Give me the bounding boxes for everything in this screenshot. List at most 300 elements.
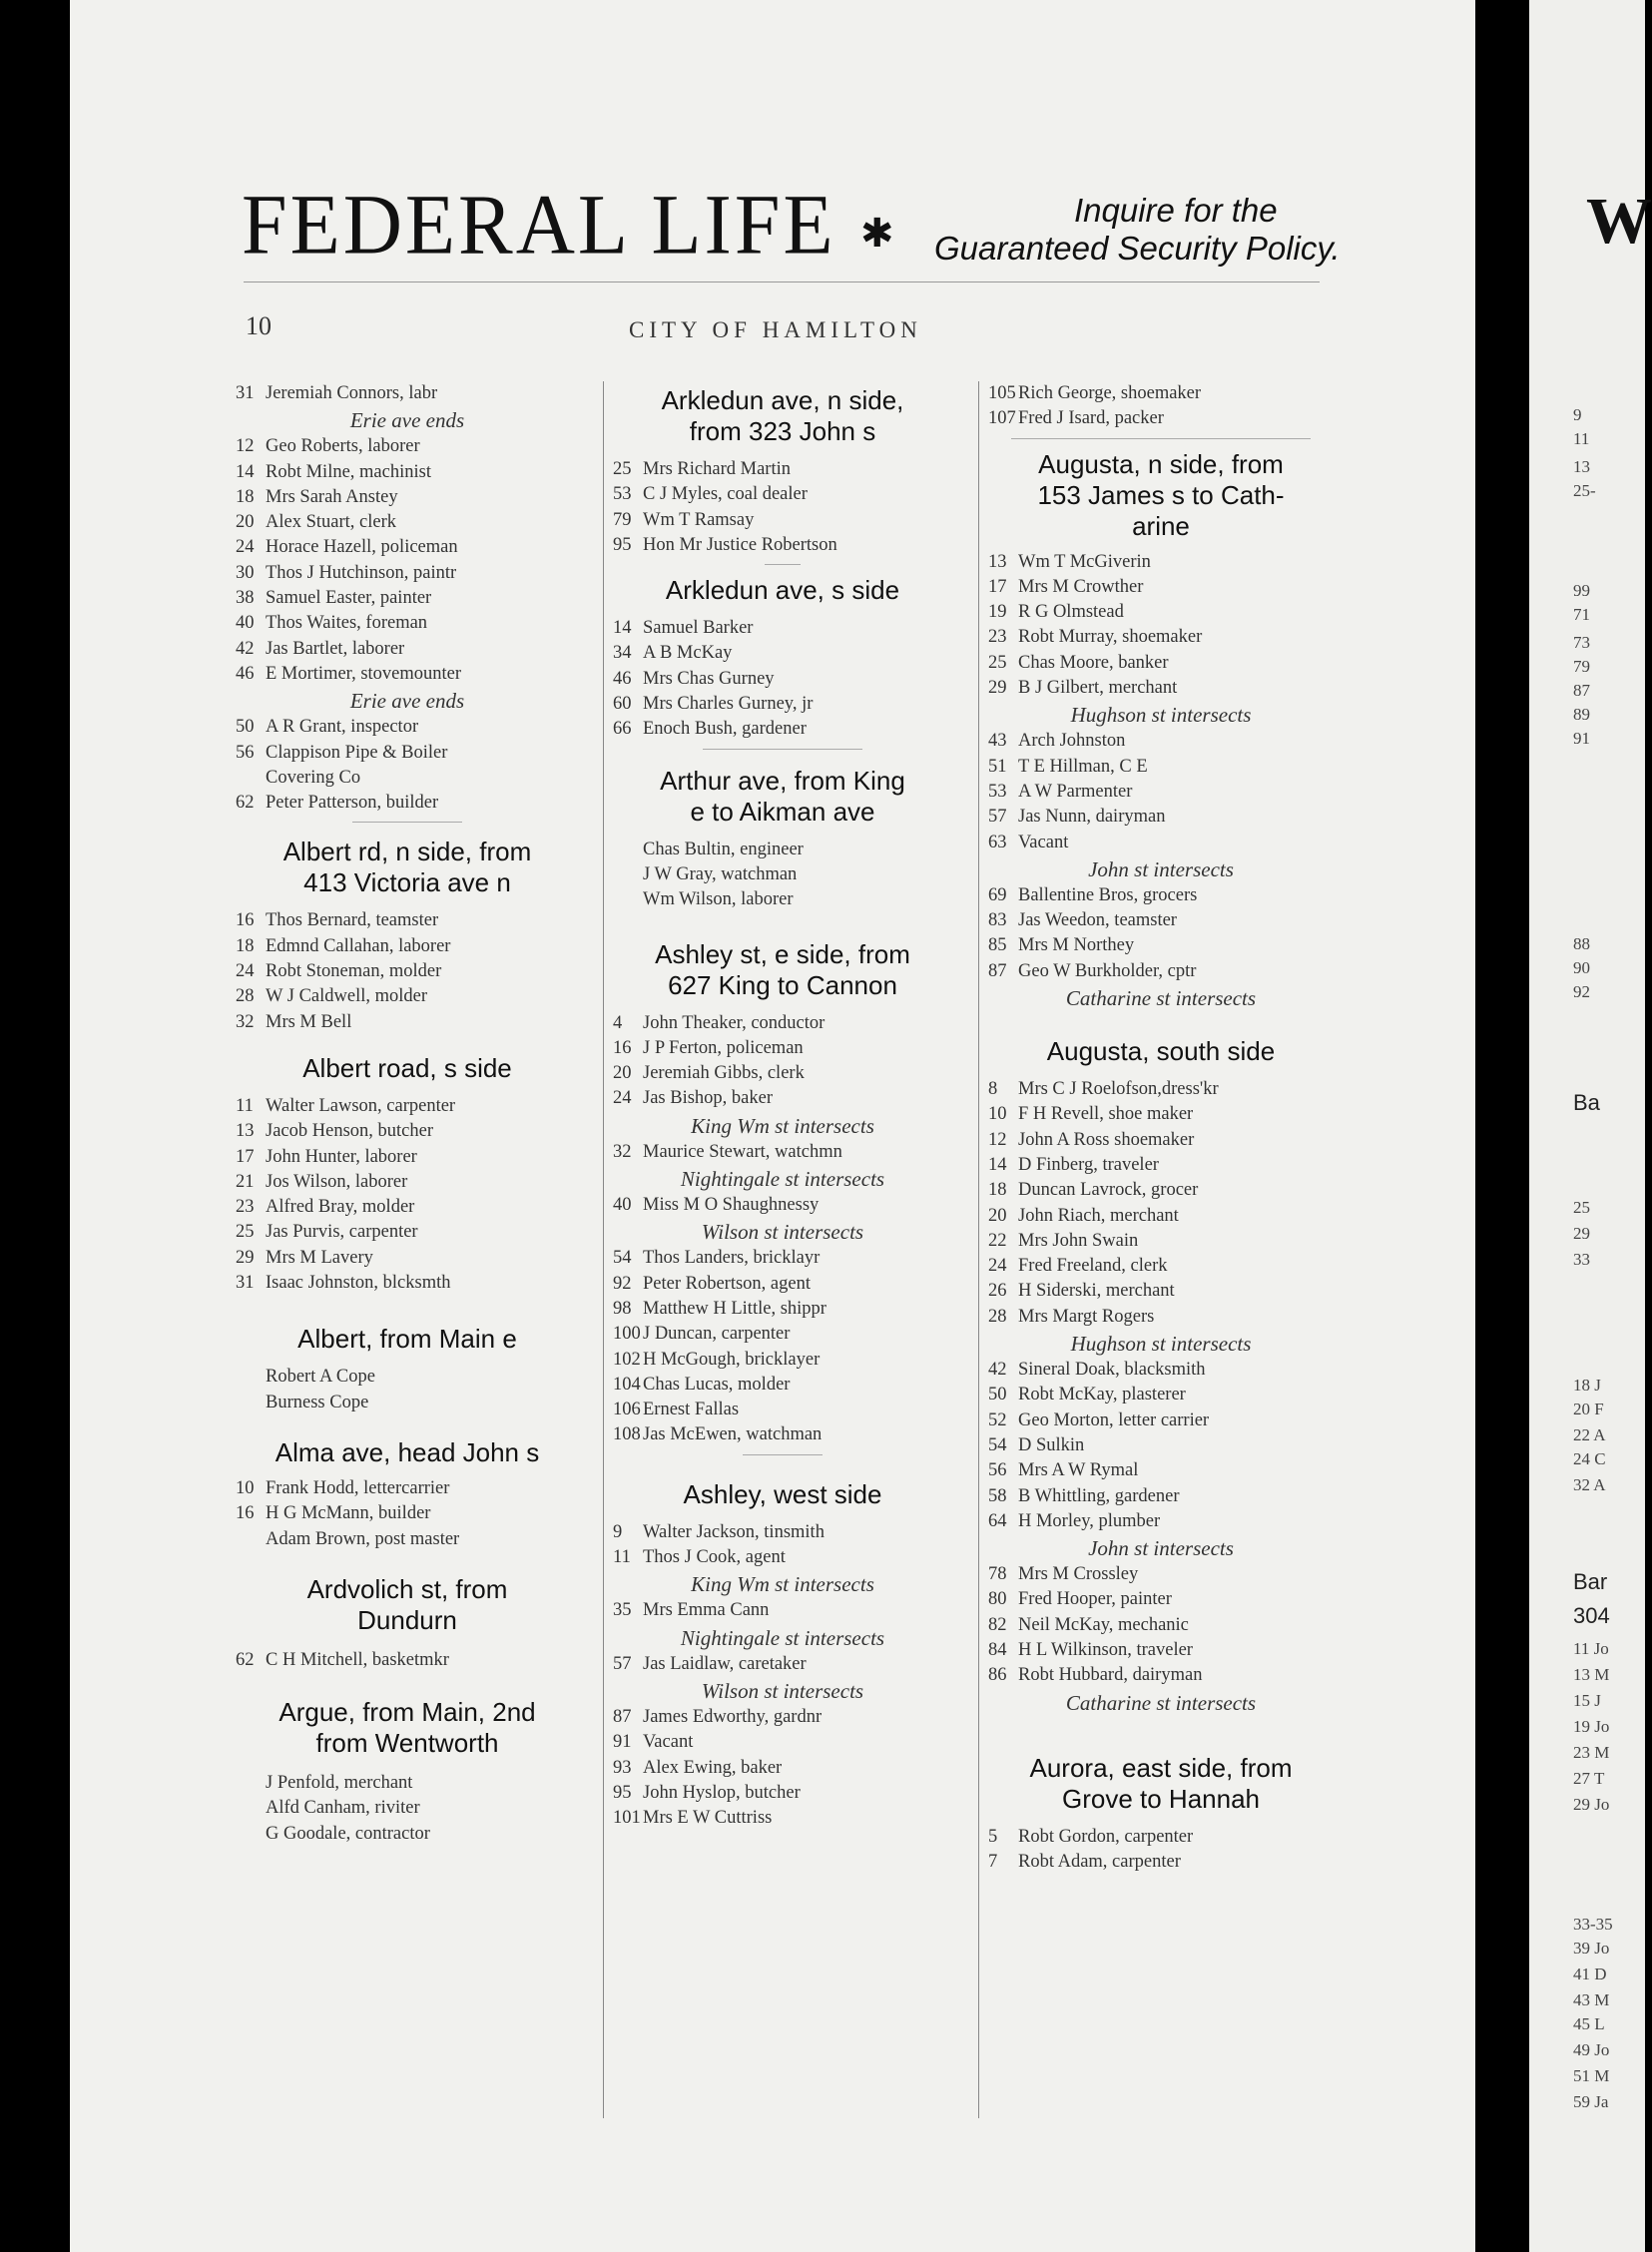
resident-entry: J Duncan, carpenter	[643, 1324, 791, 1345]
house-number: 86	[988, 1665, 1007, 1686]
house-number: 26	[988, 1281, 1007, 1302]
resident-entry: John Hunter, laborer	[266, 1146, 417, 1167]
resident-entry: Robt Murray, shoemaker	[1018, 627, 1203, 648]
list-item	[988, 729, 1334, 754]
house-number: 11	[613, 1547, 631, 1568]
street-heading: Dundurn	[357, 1604, 457, 1635]
street-heading: Augusta, n side, from	[1038, 448, 1284, 479]
street-heading: 627 King to Cannon	[668, 969, 897, 1000]
adjacent-page-fragment: 9	[1573, 405, 1582, 424]
street-heading: arine	[1132, 510, 1190, 541]
street-heading: Arkledun ave, n side,	[661, 385, 904, 415]
resident-entry: John Hyslop, butcher	[643, 1782, 801, 1803]
house-number: 83	[988, 910, 1007, 931]
resident-entry: Robt Hubbard, dairyman	[1018, 1665, 1203, 1686]
list-item	[613, 1061, 952, 1086]
resident-entry: H G McMann, builder	[266, 1503, 431, 1524]
list-item	[988, 1254, 1334, 1279]
list-item	[236, 381, 579, 406]
house-number: 23	[236, 1197, 255, 1218]
house-number: 24	[988, 1256, 1007, 1277]
house-number: 24	[236, 961, 255, 982]
list-item	[236, 611, 579, 636]
adjacent-page-fragment: 87	[1573, 681, 1590, 700]
resident-entry: Robert A Cope	[266, 1367, 375, 1388]
resident-entry: Thos Landers, bricklayr	[643, 1248, 821, 1269]
resident-entry: Neil McKay, mechanic	[1018, 1614, 1189, 1635]
resident-entry: Mrs John Swain	[1018, 1230, 1139, 1251]
street-heading: Augusta, south side	[1046, 1036, 1276, 1067]
street-intersection: Catharine st intersects	[1065, 1690, 1257, 1715]
house-number: 16	[613, 1037, 632, 1058]
house-number: 40	[613, 1195, 632, 1216]
resident-entry: Mrs Emma Cann	[643, 1600, 770, 1621]
house-number: 56	[236, 742, 255, 763]
list-item	[236, 637, 579, 662]
house-number: 52	[988, 1409, 1007, 1430]
list-item	[236, 1119, 579, 1144]
list-item	[236, 561, 579, 586]
house-number: 29	[988, 678, 1007, 699]
house-number: 58	[988, 1485, 1007, 1506]
adjacent-page-fragment: 79	[1573, 657, 1590, 676]
house-number: 22	[988, 1230, 1007, 1251]
resident-entry: Ballentine Bros, grocers	[1018, 884, 1198, 905]
list-item	[236, 1771, 579, 1796]
resident-entry: Horace Hazell, policeman	[266, 537, 458, 558]
house-number: 64	[988, 1510, 1007, 1531]
adjacent-page-fragment: 11 Jo	[1573, 1639, 1609, 1658]
resident-entry: Thos Waites, foreman	[266, 613, 428, 634]
house-number: 25	[236, 1222, 255, 1243]
running-head: CITY OF HAMILTON	[629, 317, 922, 342]
list-item	[236, 766, 579, 791]
resident-entry: A W Parmenter	[1018, 781, 1133, 802]
resident-entry: Thos Bernard, teamster	[266, 910, 439, 931]
list-item	[613, 457, 952, 482]
house-number: 62	[236, 1649, 255, 1670]
list-item	[988, 1638, 1334, 1663]
house-number: 50	[988, 1385, 1007, 1406]
street-heading: Alma ave, head John s	[275, 1436, 540, 1467]
house-number: 69	[988, 884, 1007, 905]
resident-entry: Robt Milne, machinist	[266, 461, 431, 482]
list-item	[988, 1279, 1334, 1304]
adjacent-page-fragment: 92	[1573, 982, 1590, 1001]
resident-entry: Jas Bishop, baker	[643, 1088, 773, 1109]
list-item	[236, 1220, 579, 1245]
resident-entry: Ernest Fallas	[643, 1400, 740, 1420]
list-item	[988, 1825, 1334, 1850]
street-heading: from Wentworth	[315, 1728, 499, 1759]
house-number: 56	[988, 1460, 1007, 1481]
list-item	[988, 780, 1334, 805]
house-number: 20	[988, 1205, 1007, 1226]
list-item	[613, 1086, 952, 1111]
list-item	[613, 1520, 952, 1545]
house-number: 42	[236, 638, 255, 659]
list-item	[236, 1094, 579, 1119]
list-item	[988, 575, 1334, 600]
list-item	[613, 1545, 952, 1570]
house-number: 24	[236, 537, 255, 558]
resident-entry: Enoch Bush, gardener	[643, 719, 807, 740]
list-item	[236, 460, 579, 485]
resident-entry: J Penfold, merchant	[266, 1773, 413, 1794]
house-number: 84	[988, 1639, 1007, 1660]
list-item	[613, 838, 952, 862]
adjacent-page-fragment: 22 A	[1573, 1425, 1606, 1444]
resident-entry: Jas Nunn, dairyman	[1018, 807, 1166, 828]
resident-entry: B Whittling, gardener	[1018, 1485, 1180, 1506]
list-item	[613, 717, 952, 742]
adjacent-page-fragment: 18 J	[1573, 1376, 1601, 1395]
resident-entry: G Goodale, contractor	[266, 1823, 430, 1844]
resident-entry: Adam Brown, post master	[266, 1528, 460, 1549]
street-intersection: Hughson st intersects	[1070, 703, 1252, 728]
resident-entry: Wm T Ramsay	[643, 509, 755, 530]
resident-entry: Jos Wilson, laborer	[266, 1171, 408, 1192]
brand-title: FEDERAL LIFE	[242, 176, 836, 273]
adjacent-page-fragment: Ba	[1573, 1090, 1600, 1115]
resident-entry: Robt McKay, plasterer	[1018, 1385, 1186, 1406]
adjacent-page-fragment: 71	[1573, 605, 1590, 624]
resident-entry: Alex Stuart, clerk	[266, 512, 396, 533]
house-number: 12	[236, 436, 255, 457]
list-item	[613, 1398, 952, 1422]
list-item	[988, 1484, 1334, 1509]
tagline-line-1: Inquire for the	[1074, 192, 1278, 229]
list-item	[236, 1246, 579, 1271]
list-item	[236, 434, 579, 459]
house-number: 17	[236, 1146, 255, 1167]
house-number: 32	[613, 1141, 632, 1162]
house-number: 100	[613, 1324, 641, 1345]
house-number: 14	[613, 618, 632, 639]
house-number: 53	[988, 781, 1007, 802]
adjacent-page-fragment: 13	[1573, 457, 1590, 476]
adjacent-page-fragment: 41 D	[1573, 1965, 1607, 1983]
list-item	[236, 1170, 579, 1195]
asterisk-icon: ✱	[860, 211, 894, 256]
list-item	[988, 1408, 1334, 1433]
house-number: 5	[988, 1826, 998, 1847]
house-number: 63	[988, 832, 1007, 852]
street-intersection: Erie ave ends	[349, 689, 465, 714]
street-heading: Albert rd, n side, from	[282, 837, 532, 867]
resident-entry: Robt Adam, carpenter	[1018, 1851, 1181, 1872]
resident-entry: Samuel Easter, painter	[266, 588, 432, 609]
house-number: 42	[988, 1360, 1007, 1381]
house-number: 79	[613, 509, 632, 530]
adjacent-page-fragment: 73	[1573, 633, 1590, 652]
resident-entry: Mrs E W Cuttriss	[643, 1808, 773, 1829]
list-item	[613, 1011, 952, 1036]
street-heading: Ashley, west side	[683, 1478, 882, 1509]
house-number: 106	[613, 1400, 641, 1420]
resident-entry: Jeremiah Gibbs, clerk	[643, 1063, 805, 1084]
tagline-line-2: Guaranteed Security Policy.	[934, 230, 1341, 267]
list-item	[236, 1145, 579, 1170]
resident-entry: D Sulkin	[1018, 1434, 1085, 1455]
list-item	[236, 1271, 579, 1296]
resident-entry: Mrs M Crossley	[1018, 1564, 1139, 1585]
house-number: 57	[988, 807, 1007, 828]
resident-entry: Jas Weedon, teamster	[1018, 910, 1177, 931]
house-number: 23	[988, 627, 1007, 648]
resident-entry: H McGough, bricklayer	[643, 1349, 821, 1370]
list-item	[236, 1501, 579, 1526]
resident-entry: Covering Co	[266, 767, 361, 788]
resident-entry: Thos J Cook, agent	[643, 1547, 786, 1568]
list-item	[236, 1010, 579, 1035]
list-item	[613, 482, 952, 507]
resident-entry: Jas Purvis, carpenter	[266, 1222, 418, 1243]
list-item	[988, 1587, 1334, 1612]
house-number: 93	[613, 1757, 632, 1778]
house-number: 34	[613, 643, 632, 664]
list-item	[613, 1348, 952, 1373]
house-number: 13	[236, 1121, 255, 1142]
resident-entry: Alex Ewing, baker	[643, 1757, 783, 1778]
resident-entry: Fred Hooper, painter	[1018, 1589, 1172, 1610]
resident-entry: Jacob Henson, butcher	[266, 1121, 433, 1142]
house-number: 4	[613, 1012, 623, 1033]
resident-entry: Matthew H Little, shippr	[643, 1298, 826, 1319]
street-intersection: Wilson st intersects	[701, 1220, 864, 1245]
resident-entry: Mrs Charles Gurney, jr	[643, 694, 814, 715]
list-item	[988, 805, 1334, 830]
resident-entry: Peter Patterson, builder	[266, 793, 439, 814]
resident-entry: Mrs A W Rymal	[1018, 1460, 1139, 1481]
section-divider	[703, 749, 862, 750]
house-number: 31	[236, 383, 255, 403]
resident-entry: Walter Jackson, tinsmith	[643, 1521, 825, 1542]
house-number: 20	[236, 512, 255, 533]
resident-entry: Arch Johnston	[1018, 731, 1126, 752]
house-number: 51	[988, 756, 1007, 777]
adjacent-page-fragment: 19 Jo	[1573, 1717, 1610, 1736]
list-item	[613, 1193, 952, 1218]
resident-entry: Robt Gordon, carpenter	[1018, 1826, 1194, 1847]
adjacent-page-fragment: 32 A	[1573, 1475, 1606, 1494]
adjacent-page-letter: W	[1586, 185, 1652, 258]
resident-entry: Wm Wilson, laborer	[643, 889, 794, 910]
house-number: 40	[236, 613, 255, 634]
list-item	[988, 1358, 1334, 1383]
list-item	[988, 933, 1334, 958]
resident-entry: Geo Roberts, laborer	[266, 436, 420, 457]
resident-entry: H Morley, plumber	[1018, 1510, 1161, 1531]
resident-entry: James Edworthy, gardnr	[643, 1706, 823, 1727]
resident-entry: Mrs Sarah Anstey	[266, 486, 398, 507]
house-number: 62	[236, 793, 255, 814]
list-item	[613, 533, 952, 558]
resident-entry: Geo W Burkholder, cptr	[1018, 960, 1197, 981]
street-intersection: Wilson st intersects	[701, 1678, 864, 1703]
house-number: 98	[613, 1298, 632, 1319]
list-item	[988, 1850, 1334, 1875]
street-heading: Albert, from Main e	[297, 1324, 517, 1355]
list-item	[988, 1663, 1334, 1688]
section-divider	[765, 564, 801, 565]
list-item	[988, 959, 1334, 984]
list-item	[613, 1036, 952, 1061]
resident-entry: Geo Morton, letter carrier	[1018, 1409, 1210, 1430]
resident-entry: Edmnd Callahan, laborer	[266, 935, 451, 956]
resident-entry: W J Caldwell, molder	[266, 986, 428, 1007]
resident-entry: Walter Lawson, carpenter	[266, 1095, 456, 1116]
list-item	[988, 406, 1334, 431]
list-item	[613, 1322, 952, 1347]
house-number: 46	[236, 663, 255, 684]
resident-entry: J W Gray, watchman	[643, 863, 798, 884]
house-number: 95	[613, 534, 632, 555]
resident-entry: Duncan Lavrock, grocer	[1018, 1180, 1199, 1201]
resident-entry: Burness Cope	[266, 1392, 369, 1412]
list-item	[236, 535, 579, 560]
list-item	[236, 662, 579, 687]
house-number: 57	[613, 1653, 632, 1674]
house-number: 102	[613, 1349, 641, 1370]
list-item	[613, 1272, 952, 1297]
list-item	[613, 1598, 952, 1623]
list-item	[613, 508, 952, 533]
street-heading: from 323 John s	[689, 416, 876, 446]
list-item	[613, 1730, 952, 1755]
resident-entry: Mrs M Crowther	[1018, 576, 1144, 597]
house-number: 54	[988, 1434, 1007, 1455]
street-intersection: Nightingale st intersects	[680, 1167, 885, 1192]
list-item	[236, 485, 579, 510]
resident-entry: Chas Lucas, molder	[643, 1374, 791, 1395]
list-item	[988, 381, 1334, 406]
street-heading: e to Aikman ave	[690, 796, 875, 827]
adjacent-page-fragment: 13 M	[1573, 1665, 1610, 1684]
column-1	[236, 381, 579, 1847]
list-item	[236, 1822, 579, 1847]
resident-entry: Rich George, shoemaker	[1018, 383, 1202, 403]
house-number: 53	[613, 484, 632, 505]
street-heading: Grove to Hannah	[1061, 1783, 1260, 1814]
house-number: 8	[988, 1079, 998, 1100]
resident-entry: R G Olmstead	[1018, 602, 1124, 623]
resident-entry: Fred J Isard, packer	[1018, 408, 1164, 429]
house-number: 46	[613, 668, 632, 689]
house-number: 66	[613, 719, 632, 740]
list-item	[988, 1204, 1334, 1229]
house-number: 85	[988, 935, 1007, 956]
house-number: 28	[236, 986, 255, 1007]
list-item	[988, 1433, 1334, 1458]
adjacent-page-fragment: 89	[1573, 705, 1590, 724]
resident-entry: Alfred Bray, molder	[266, 1197, 415, 1218]
adjacent-page-fragment: 29	[1573, 1224, 1590, 1243]
house-number: 19	[988, 602, 1007, 623]
house-number: 24	[613, 1088, 632, 1109]
house-number: 95	[613, 1782, 632, 1803]
house-number: 29	[236, 1247, 255, 1268]
house-number: 16	[236, 910, 255, 931]
resident-entry: Mrs M Bell	[266, 1011, 352, 1032]
street-heading: Argue, from Main, 2nd	[278, 1697, 536, 1728]
list-item	[613, 692, 952, 717]
adjacent-page-fragment: 90	[1573, 958, 1590, 977]
house-number: 82	[988, 1614, 1007, 1635]
resident-entry: John A Ross shoemaker	[1018, 1129, 1195, 1150]
adjacent-page-fragment: 39 Jo	[1573, 1939, 1610, 1958]
adjacent-page-fragment: 51 M	[1573, 2066, 1610, 2085]
house-number: 11	[236, 1095, 254, 1116]
house-number: 80	[988, 1589, 1007, 1610]
street-intersection: Catharine st intersects	[1065, 986, 1257, 1011]
adjacent-page-fragment: 15 J	[1573, 1691, 1601, 1710]
list-item	[988, 1229, 1334, 1254]
house-number: 108	[613, 1424, 641, 1445]
house-number: 87	[988, 960, 1007, 981]
list-item	[988, 1153, 1334, 1178]
resident-entry: Jas Laidlaw, caretaker	[643, 1653, 807, 1674]
adjacent-page-fragment: 304	[1573, 1603, 1610, 1628]
house-number: 20	[613, 1063, 632, 1084]
adjacent-page-fragment: 20 F	[1573, 1400, 1604, 1418]
resident-entry: Chas Moore, banker	[1018, 652, 1169, 673]
resident-entry: Jeremiah Connors, labr	[266, 383, 438, 403]
resident-entry: B J Gilbert, merchant	[1018, 678, 1178, 699]
resident-entry: John Riach, merchant	[1018, 1205, 1179, 1226]
resident-entry: A R Grant, inspector	[266, 717, 419, 738]
list-item	[613, 862, 952, 887]
resident-entry: Clappison Pipe & Boiler	[266, 742, 448, 763]
resident-entry: Fred Freeland, clerk	[1018, 1256, 1168, 1277]
resident-entry: Chas Bultin, engineer	[643, 839, 804, 859]
list-item	[988, 908, 1334, 933]
resident-entry: C J Myles, coal dealer	[643, 484, 808, 505]
street-heading: 413 Victoria ave n	[303, 867, 511, 898]
adjacent-page-fragment: 45 L	[1573, 2014, 1605, 2033]
adjacent-page-fragment: 11	[1573, 429, 1590, 448]
list-item	[613, 1781, 952, 1806]
house-number: 12	[988, 1129, 1007, 1150]
street-intersection: John st intersects	[1088, 856, 1234, 881]
resident-entry: Jas McEwen, watchman	[643, 1424, 823, 1445]
list-item	[613, 641, 952, 666]
house-number: 43	[988, 731, 1007, 752]
street-heading: Arthur ave, from King	[660, 765, 905, 796]
house-number: 16	[236, 1503, 255, 1524]
list-item	[988, 1128, 1334, 1153]
resident-entry: Hon Mr Justice Robertson	[643, 534, 837, 555]
street-heading: Albert road, s side	[302, 1052, 512, 1083]
list-item	[236, 1195, 579, 1220]
street-heading: Ashley st, e side, from	[655, 938, 910, 969]
house-number: 14	[988, 1154, 1007, 1175]
list-item	[236, 715, 579, 740]
list-item	[613, 887, 952, 912]
list-item	[236, 1527, 579, 1552]
house-number: 18	[236, 935, 255, 956]
resident-entry: Peter Robertson, agent	[643, 1273, 811, 1294]
street-intersection: King Wm st intersects	[691, 1113, 874, 1138]
adjacent-page-fragment: 25	[1573, 1198, 1590, 1217]
section-divider	[352, 822, 462, 823]
street-intersection: King Wm st intersects	[691, 1572, 874, 1597]
list-item	[613, 1373, 952, 1398]
list-item	[236, 984, 579, 1009]
adjacent-page-fragment: 24 C	[1573, 1449, 1606, 1468]
house-number: 17	[988, 576, 1007, 597]
house-number: 13	[988, 551, 1007, 572]
